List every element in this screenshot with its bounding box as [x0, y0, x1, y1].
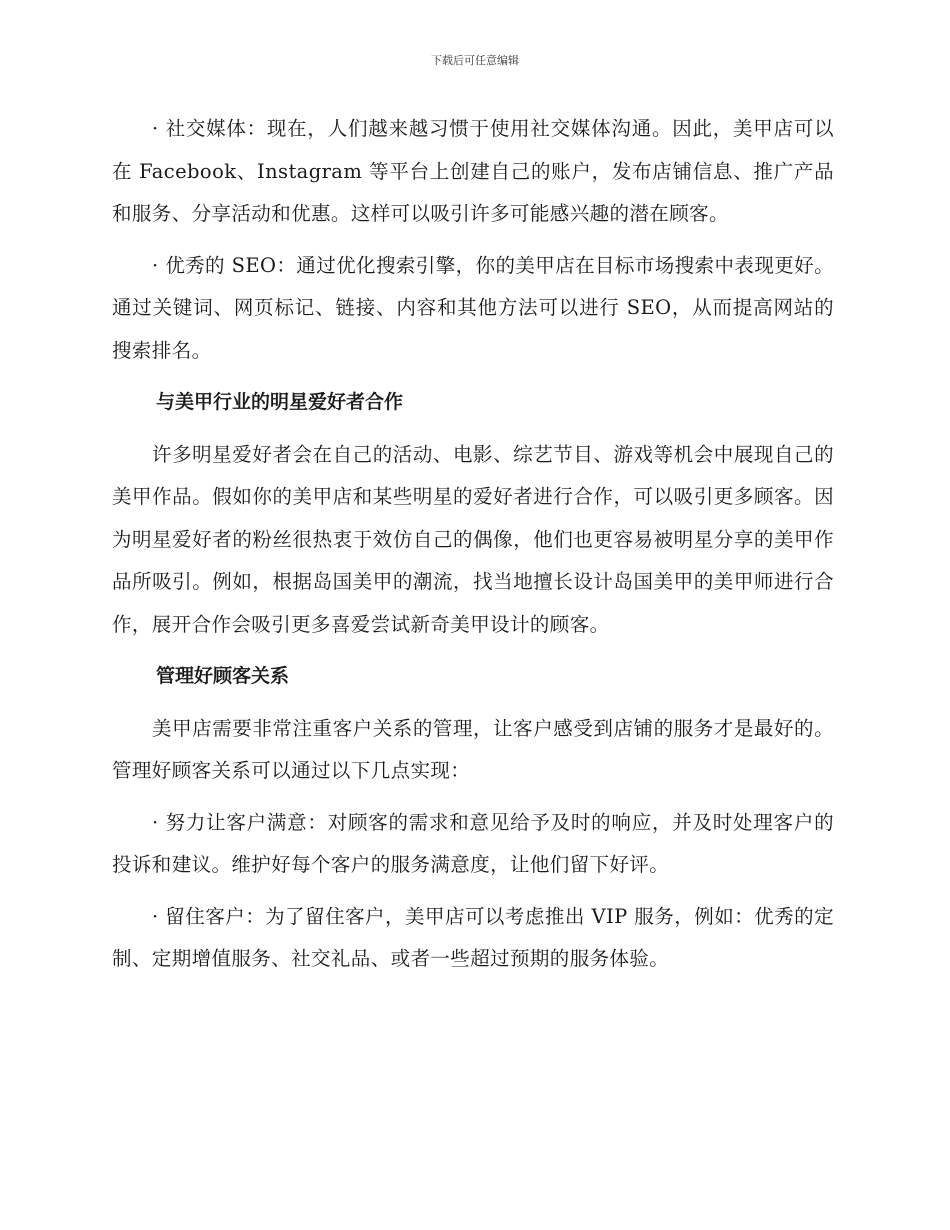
document-body	[112, 108, 834, 990]
section-heading-star-fans: 与美甲行业的明星爱好者合作	[156, 391, 404, 413]
paragraph-social-media: · 社交媒体：现在，人们越来越习惯于使用社交媒体沟通。因此，美甲店可以在 Facebook、Instagram 等平台上创建自己的账户，发布店铺信息、推广产品和服务、分享活动和优惠。这样可以吸引许多可能感兴趣的潜在顾客。	[112, 117, 834, 225]
paragraph-satisfaction: · 努力让客户满意：对顾客的需求和意见给予及时的响应，并及时处理客户的投诉和建议。维护好每个客户的服务满意度，让他们留下好评。	[112, 810, 834, 876]
section-heading-customer-relations: 管理好顾客关系	[156, 665, 290, 687]
paragraph-customer-relations: 美甲店需要非常注重客户关系的管理，让客户感受到店铺的服务才是最好的。管理好顾客关系可以通过以下几点实现：	[112, 716, 834, 782]
page-header: 下载后可任意编辑	[431, 54, 519, 67]
paragraph-retention: · 留住客户：为了留住客户，美甲店可以考虑推出 VIP 服务，例如：优秀的定制、定期增值服务、社交礼品、或者一些超过预期的服务体验。	[112, 904, 834, 970]
paragraph-star-fans: 许多明星爱好者会在自己的活动、电影、综艺节目、游戏等机会中展现自己的美甲作品。假如你的美甲店和某些明星的爱好者进行合作，可以吸引更多顾客。因为明星爱好者的粉丝很热衷于效仿自己的偶像，他们也更容易被明星分享的美甲作品所吸引。例如，根据岛国美甲的潮流，找当地擅长设计岛国美甲的美甲师进行合作，展开合作会吸引更多喜爱尝试新奇美甲设计的顾客。	[112, 442, 834, 636]
paragraph-seo: · 优秀的 SEO：通过优化搜索引擎，你的美甲店在目标市场搜索中表现更好。通过关键词、网页标记、链接、内容和其他方法可以进行 SEO，从而提高网站的搜索排名。	[112, 253, 834, 362]
